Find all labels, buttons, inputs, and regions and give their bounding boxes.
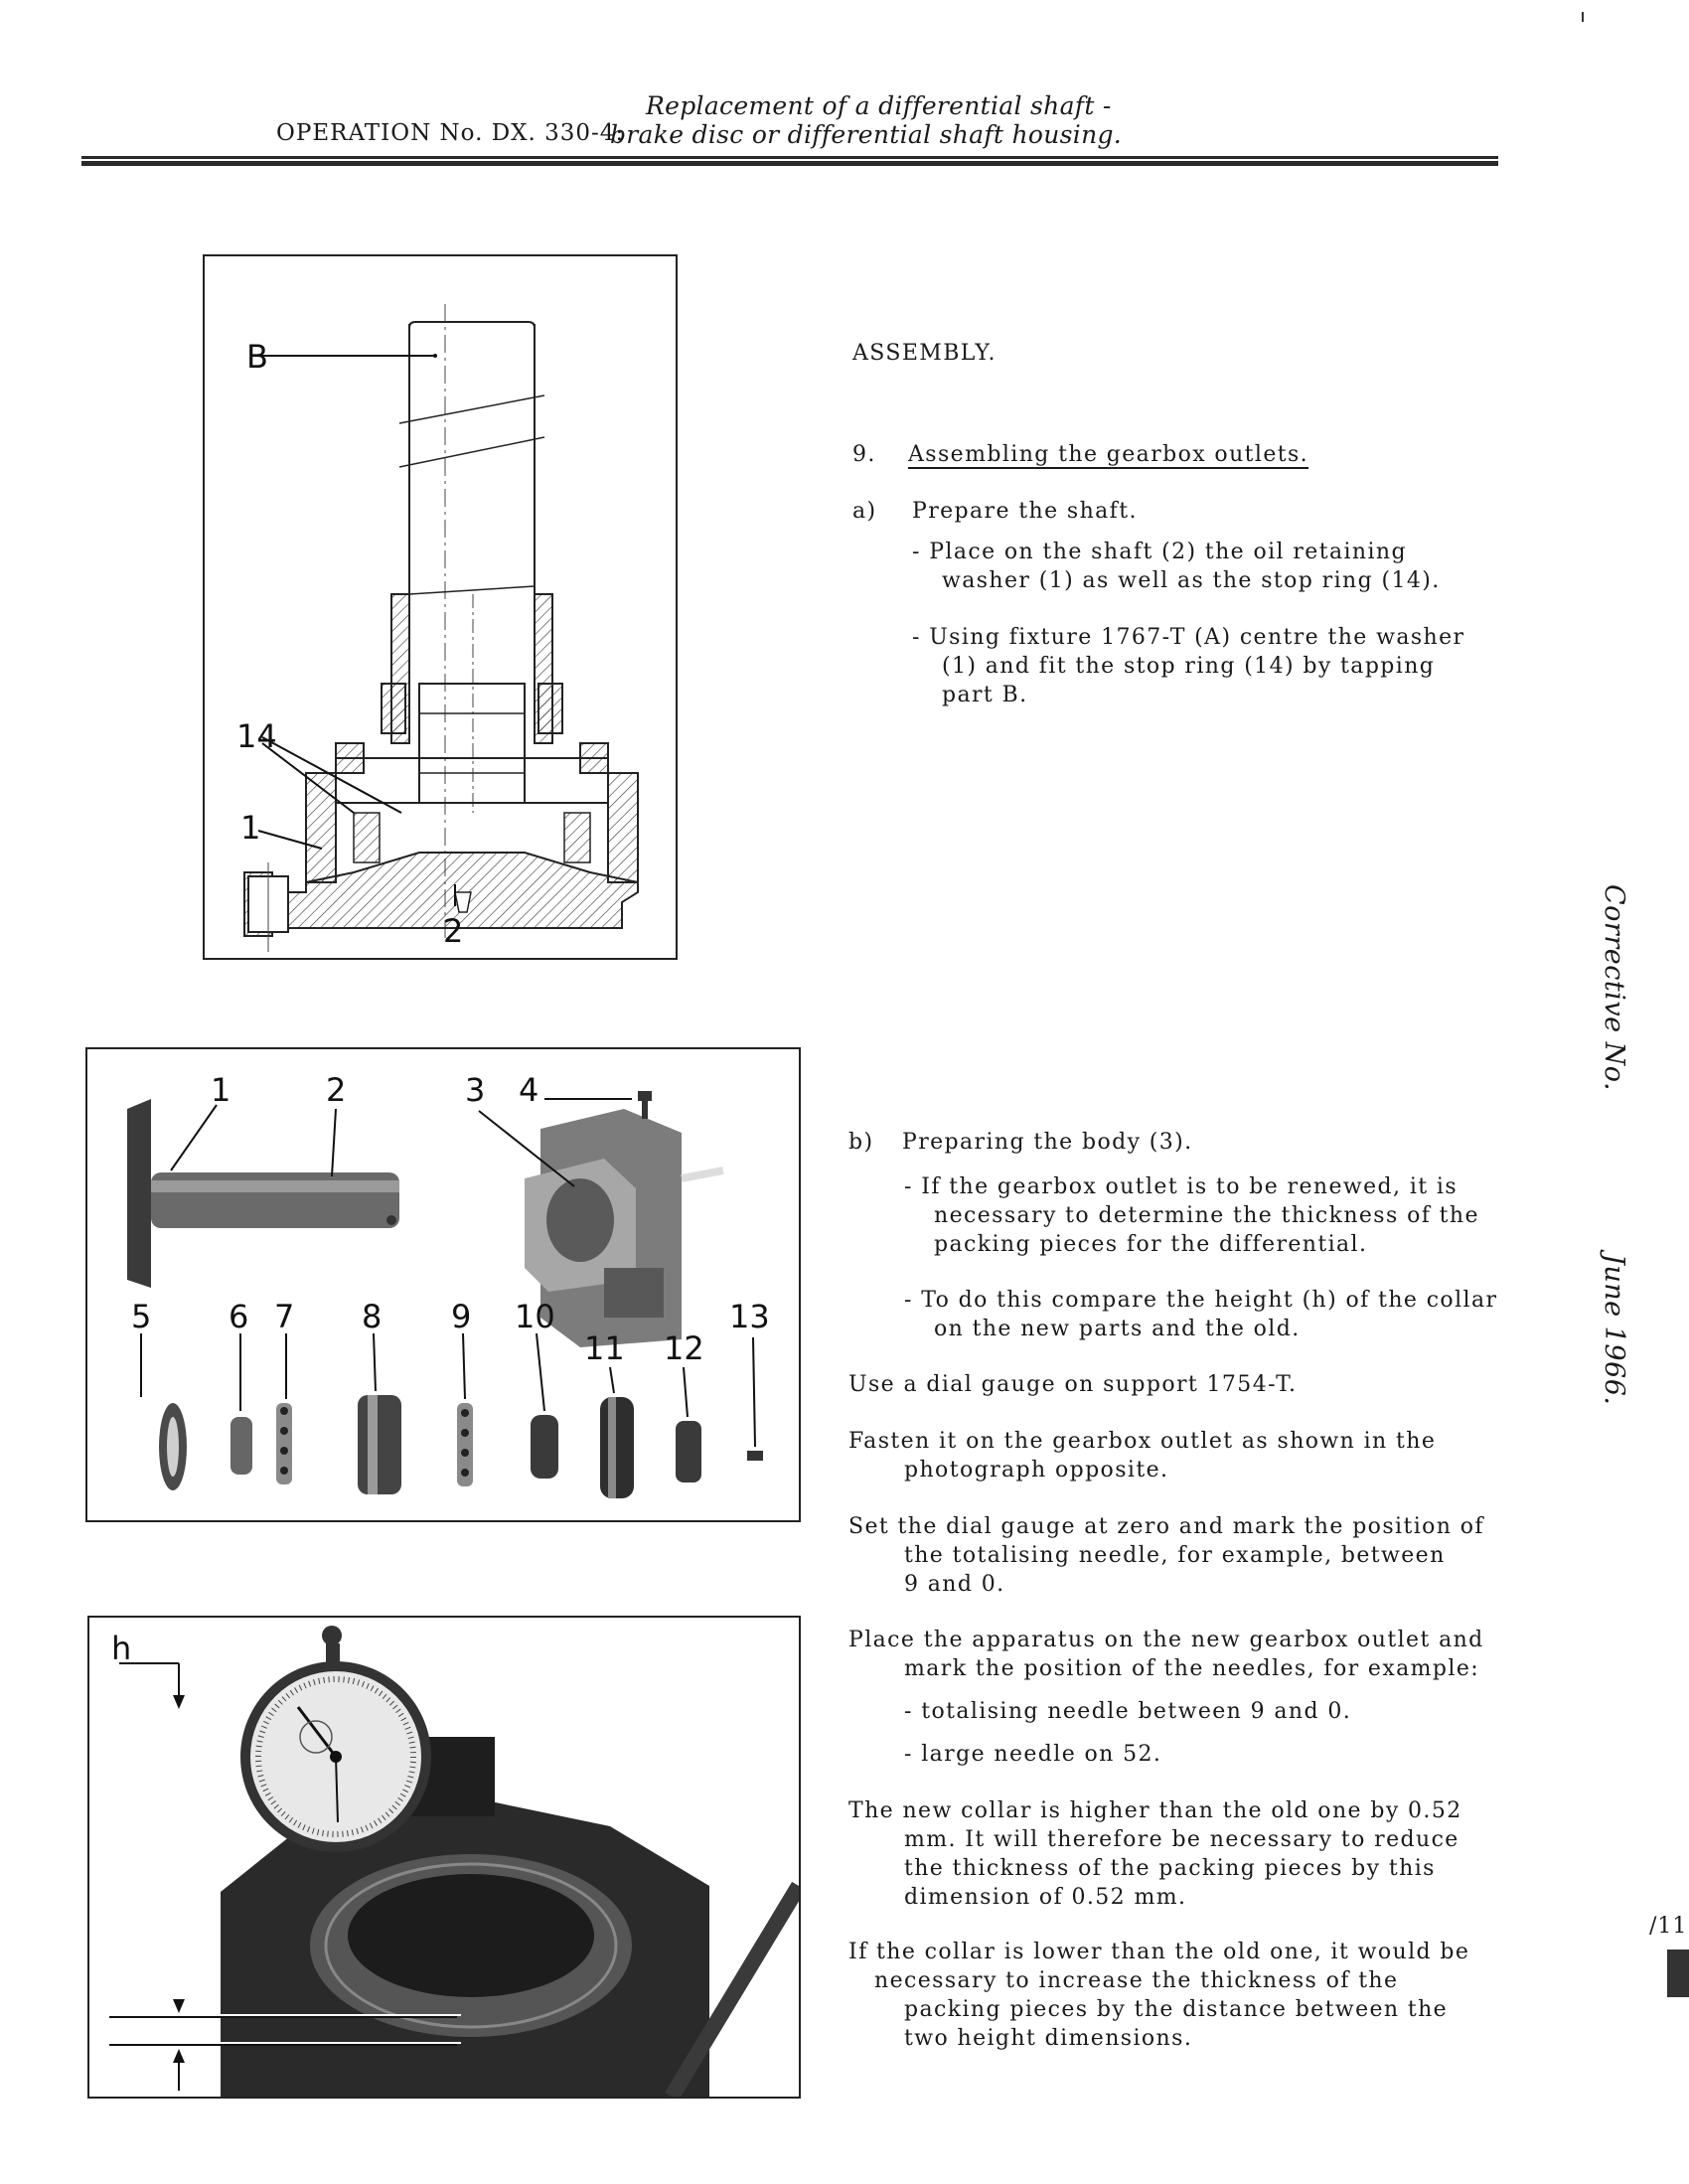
edge-mark bbox=[1582, 12, 1584, 22]
label-10: 10 bbox=[515, 1298, 555, 1335]
para-fasten-line1: Fasten it on the gearbox outlet as shown in the bbox=[848, 1429, 1437, 1454]
label-13: 13 bbox=[729, 1298, 770, 1335]
para-higher-line1: The new collar is higher than the old one by 0.52 bbox=[848, 1798, 1462, 1823]
b-item1-line2: necessary to determine the thickness of the bbox=[934, 1203, 1479, 1228]
para-higher-line3: the thickness of the packing pieces by this bbox=[904, 1856, 1436, 1881]
label-2: 2 bbox=[326, 1071, 347, 1109]
step9-number: 9. bbox=[852, 442, 876, 467]
a-item2-line1: - Using fixture 1767-T (A) centre the washer bbox=[912, 625, 1465, 650]
label-b: B bbox=[246, 338, 268, 376]
b-item2-line1: - To do this compare the height (h) of the collar bbox=[904, 1288, 1498, 1313]
para-higher-line4: dimension of 0.52 mm. bbox=[904, 1885, 1187, 1910]
b-item2-line2: on the new parts and the old. bbox=[934, 1317, 1301, 1341]
para-lower-line2: necessary to increase the thickness of the bbox=[874, 1968, 1399, 1993]
label-1: 1 bbox=[211, 1071, 231, 1109]
para-apparatus-item2: - large needle on 52. bbox=[904, 1742, 1162, 1767]
figure-cross-section bbox=[203, 254, 678, 960]
header-rule bbox=[81, 156, 1498, 159]
page-tab-marker bbox=[1667, 1950, 1689, 1997]
figure-dial-gauge-photo bbox=[87, 1616, 801, 2099]
section-title: ASSEMBLY. bbox=[852, 341, 997, 366]
shaft-part bbox=[127, 1099, 399, 1288]
parts-photo bbox=[87, 1049, 799, 1520]
b-item1-line3: packing pieces for the differential. bbox=[934, 1232, 1368, 1257]
fixture-tube bbox=[391, 586, 552, 743]
b-item1-line1: - If the gearbox outlet is to be renewed, it is bbox=[904, 1174, 1459, 1199]
a-item2-line3: part B. bbox=[942, 683, 1028, 707]
para-lower-line1: If the collar is lower than the old one, it would be bbox=[848, 1940, 1470, 1964]
page-number: /11 bbox=[1649, 1914, 1688, 1939]
shaft-b bbox=[399, 304, 544, 942]
para-dial-gauge: Use a dial gauge on support 1754-T. bbox=[848, 1372, 1298, 1397]
para-apparatus-line1: Place the apparatus on the new gearbox outlet and bbox=[848, 1628, 1484, 1652]
a-title: Prepare the shaft. bbox=[912, 499, 1138, 524]
header-title-line1: Replacement of a differential shaft - bbox=[646, 91, 1112, 120]
operation-number: OPERATION No. DX. 330-4: bbox=[276, 120, 625, 146]
a-item1-line1: - Place on the shaft (2) the oil retaining bbox=[912, 540, 1407, 564]
para-apparatus-line2: mark the position of the needles, for example: bbox=[904, 1656, 1480, 1681]
header-rule-thick bbox=[81, 161, 1498, 166]
margin-corrective: Corrective No. bbox=[1599, 884, 1629, 1092]
step9-title: Assembling the gearbox outlets. bbox=[908, 442, 1309, 467]
label-4: 4 bbox=[519, 1071, 539, 1109]
para-zero-line3: 9 and 0. bbox=[904, 1572, 1005, 1597]
para-zero-line2: the totalising needle, for example, between bbox=[904, 1543, 1446, 1568]
label-9: 9 bbox=[451, 1298, 472, 1335]
label-2: 2 bbox=[443, 912, 464, 950]
label-12: 12 bbox=[664, 1329, 704, 1367]
label-14: 14 bbox=[236, 717, 277, 755]
header-title-line2: brake disc or differential shaft housing. bbox=[610, 120, 1123, 149]
label-h: h bbox=[111, 1630, 132, 1667]
cross-section-drawing bbox=[205, 256, 676, 958]
label-3: 3 bbox=[465, 1071, 486, 1109]
figure-parts-photo bbox=[85, 1047, 801, 1522]
label-5: 5 bbox=[131, 1298, 152, 1335]
a-item1-line2: washer (1) as well as the stop ring (14). bbox=[942, 568, 1441, 593]
para-fasten-line2: photograph opposite. bbox=[904, 1458, 1169, 1482]
dial-gauge-photo bbox=[89, 1618, 799, 2097]
para-lower-line3: packing pieces by the distance between the bbox=[904, 1997, 1449, 2022]
a-marker: a) bbox=[852, 499, 877, 524]
small-parts-row bbox=[159, 1395, 763, 1498]
bolt-part bbox=[638, 1091, 652, 1119]
base-flange bbox=[244, 853, 638, 952]
a-item2-line2: (1) and fit the stop ring (14) by tapping bbox=[942, 654, 1436, 679]
margin-date: June 1966. bbox=[1599, 1254, 1629, 1406]
label-1: 1 bbox=[240, 809, 261, 847]
label-8: 8 bbox=[362, 1298, 383, 1335]
para-apparatus-item1: - totalising needle between 9 and 0. bbox=[904, 1699, 1352, 1724]
b-title: Preparing the body (3). bbox=[902, 1130, 1193, 1155]
para-higher-line2: mm. It will therefore be necessary to reduce bbox=[904, 1827, 1459, 1852]
label-6: 6 bbox=[229, 1298, 249, 1335]
label-11: 11 bbox=[584, 1329, 625, 1367]
label-7: 7 bbox=[274, 1298, 295, 1335]
b-marker: b) bbox=[848, 1130, 874, 1155]
dial-gauge bbox=[240, 1626, 431, 1852]
para-lower-line4: two height dimensions. bbox=[904, 2026, 1193, 2051]
para-zero-line1: Set the dial gauge at zero and mark the position of bbox=[848, 1514, 1484, 1539]
